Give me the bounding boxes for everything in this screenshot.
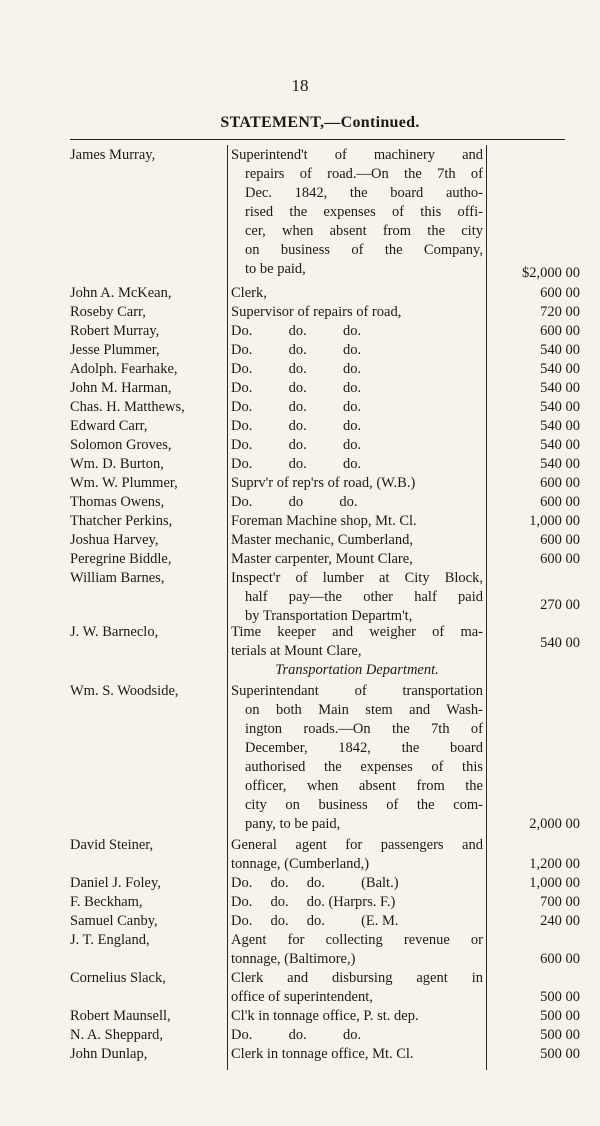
page-title — [0, 114, 600, 132]
position-description — [231, 1007, 483, 1026]
position-description — [231, 912, 483, 931]
position-description — [231, 969, 483, 1007]
description-line: authorised the expenses of this — [245, 759, 483, 775]
description-line: Inspect'r of lumber at City Block, — [231, 570, 483, 586]
employee-name: Wm. S. Woodside, — [70, 683, 179, 699]
employee-name: N. A. Sheppard, — [70, 1027, 164, 1043]
salary-amount: 500 00 — [540, 1008, 580, 1024]
description-line: Do. do. do. (E. M. — [231, 913, 399, 929]
employee-name: James Murray, — [70, 147, 156, 163]
employee-name: Wm. D. Burton, — [70, 456, 164, 472]
employee-name: John M. Harman, — [70, 380, 172, 396]
description-line: on business of the Company, — [245, 242, 483, 258]
position-description — [231, 417, 483, 436]
employee-name: Solomon Groves, — [70, 437, 172, 453]
salary-amount: 540 00 — [540, 456, 580, 472]
employee-name: Samuel Canby, — [70, 913, 158, 929]
description-line: to be paid, — [245, 261, 306, 277]
salary-amount: 720 00 — [540, 304, 580, 320]
description-line: Do. do. do. — [231, 437, 362, 453]
employee-name: Roseby Carr, — [70, 304, 146, 320]
position-description — [231, 493, 483, 512]
position-description — [231, 682, 483, 834]
employee-name: Robert Murray, — [70, 323, 160, 339]
position-description — [231, 436, 483, 455]
header-rule — [70, 139, 565, 140]
salary-amount: 600 00 — [540, 951, 580, 967]
salary-amount: 700 00 — [540, 894, 580, 910]
description-line: Supervisor of repairs of road, — [231, 304, 402, 320]
employee-name: Wm. W. Plummer, — [70, 475, 178, 491]
position-description — [231, 398, 483, 417]
salary-amount: 1,000 00 — [529, 513, 580, 529]
description-line: General agent for passengers and — [231, 837, 483, 853]
description-line: Clerk, — [231, 285, 267, 301]
description-line: Suprv'r of rep'rs of road, (W.B.) — [231, 475, 416, 491]
description-line: Master carpenter, Mount Clare, — [231, 551, 413, 567]
salary-amount: $2,000 00 — [522, 264, 580, 281]
title-continued: Continued. — [340, 114, 420, 131]
description-line: Do. do do. — [231, 494, 358, 510]
position-description — [231, 874, 483, 893]
description-line: pany, to be paid, — [245, 816, 341, 832]
position-description — [231, 284, 483, 303]
description-line: Agent for collecting revenue or — [231, 932, 483, 948]
position-description — [231, 322, 483, 341]
salary-amount: 600 00 — [540, 475, 580, 491]
salary-amount: 500 00 — [540, 1046, 580, 1062]
description-line: city on business of the com- — [245, 797, 483, 813]
position-description — [231, 341, 483, 360]
description-line: terials at Mount Clare, — [231, 643, 362, 659]
salary-amount: 540 00 — [540, 418, 580, 434]
description-line: Do. do. do. — [231, 380, 362, 396]
salary-amount: 600 00 — [540, 532, 580, 548]
position-description — [231, 893, 483, 912]
position-description — [231, 531, 483, 550]
description-line: rised the expenses of this offi- — [245, 204, 483, 220]
salary-amount: 1,000 00 — [529, 875, 580, 891]
position-description — [231, 550, 483, 569]
description-line: December, 1842, the board — [245, 740, 483, 756]
salary-amount: 1,200 00 — [529, 856, 580, 872]
description-line: Superintend't of machinery and — [231, 147, 483, 163]
position-description — [231, 474, 483, 493]
employee-name: David Steiner, — [70, 837, 154, 853]
salary-amount: 600 00 — [540, 285, 580, 301]
position-description — [231, 1026, 483, 1045]
salary-amount: 270 00 — [540, 596, 580, 613]
employee-name: Jesse Plummer, — [70, 342, 160, 358]
column-divider-amount — [486, 145, 487, 1070]
salary-amount: 600 00 — [540, 323, 580, 339]
employee-name: Thomas Owens, — [70, 494, 165, 510]
position-description — [231, 379, 483, 398]
position-description — [231, 303, 483, 322]
position-description — [231, 512, 483, 531]
position-description — [231, 455, 483, 474]
description-line: cer, when absent from the city — [245, 223, 483, 239]
description-line: repairs of road.—On the 7th of — [245, 166, 483, 182]
salary-amount: 500 00 — [540, 989, 580, 1005]
employee-name: Edward Carr, — [70, 418, 148, 434]
salary-amount: 540 00 — [540, 635, 580, 652]
position-description — [231, 146, 483, 279]
employee-name: Thatcher Perkins, — [70, 513, 173, 529]
description-line: Do. do. do. — [231, 1027, 362, 1043]
salary-amount: 500 00 — [540, 1027, 580, 1043]
description-line: Superintendant of transportation — [231, 683, 483, 699]
salary-amount: 540 00 — [540, 361, 580, 377]
description-line: tonnage, (Baltimore,) — [231, 951, 356, 967]
section-heading: Transportation Department. — [275, 662, 439, 678]
position-description — [231, 836, 483, 874]
description-line: Do. do. do. (Harprs. F.) — [231, 894, 396, 910]
employee-name: J. T. England, — [70, 932, 150, 948]
description-line: ington roads.—On the 7th of — [245, 721, 483, 737]
position-description — [231, 569, 483, 626]
employee-name: J. W. Barneclo, — [70, 624, 159, 640]
salary-amount: 2,000 00 — [529, 816, 580, 832]
description-line: Do. do. do. — [231, 399, 362, 415]
description-line: Time keeper and weigher of ma- — [231, 624, 483, 640]
description-line: office of superintendent, — [231, 989, 373, 1005]
salary-amount: 240 00 — [540, 913, 580, 929]
salary-amount: 540 00 — [540, 342, 580, 358]
position-description — [231, 1045, 483, 1064]
description-line: Foreman Machine shop, Mt. Cl. — [231, 513, 417, 529]
description-line: Clerk and disbursing agent in — [231, 970, 483, 986]
description-line: Cl'k in tonnage office, P. st. dep. — [231, 1008, 419, 1024]
employee-name: Peregrine Biddle, — [70, 551, 172, 567]
description-line: half pay—the other half paid — [245, 589, 483, 605]
description-line: Master mechanic, Cumberland, — [231, 532, 413, 548]
description-line: Do. do. do. (Balt.) — [231, 875, 399, 891]
employee-name: Daniel J. Foley, — [70, 875, 161, 891]
description-line: Do. do. do. — [231, 342, 362, 358]
description-line: Clerk in tonnage office, Mt. Cl. — [231, 1046, 414, 1062]
employee-name: Adolph. Fearhake, — [70, 361, 178, 377]
description-line: Do. do. do. — [231, 418, 362, 434]
employee-name: Robert Maunsell, — [70, 1008, 171, 1024]
employee-name: William Barnes, — [70, 570, 165, 586]
description-line: on both Main stem and Wash- — [245, 702, 483, 718]
employee-name: John Dunlap, — [70, 1046, 148, 1062]
page-number: 18 — [291, 76, 309, 95]
title-main: STATEMENT,— — [220, 114, 341, 131]
salary-amount: 600 00 — [540, 551, 580, 567]
description-line: Dec. 1842, the board autho- — [245, 185, 483, 201]
description-line: by Transportation Departm't, — [245, 608, 413, 624]
position-description — [231, 623, 483, 661]
employee-name: Cornelius Slack, — [70, 970, 166, 986]
employee-name: Chas. H. Matthews, — [70, 399, 185, 415]
description-line: tonnage, (Cumberland,) — [231, 856, 370, 872]
salary-amount: 540 00 — [540, 380, 580, 396]
employee-name: F. Beckham, — [70, 894, 143, 910]
employee-name: Joshua Harvey, — [70, 532, 159, 548]
salary-amount: 540 00 — [540, 399, 580, 415]
description-line: Do. do. do. — [231, 361, 362, 377]
description-line: officer, when absent from the — [245, 778, 483, 794]
salary-amount: 540 00 — [540, 437, 580, 453]
position-description — [231, 931, 483, 969]
description-line: Do. do. do. — [231, 323, 362, 339]
employee-name: John A. McKean, — [70, 285, 172, 301]
salary-amount: 600 00 — [540, 494, 580, 510]
description-line: Do. do. do. — [231, 456, 362, 472]
position-description — [231, 360, 483, 379]
